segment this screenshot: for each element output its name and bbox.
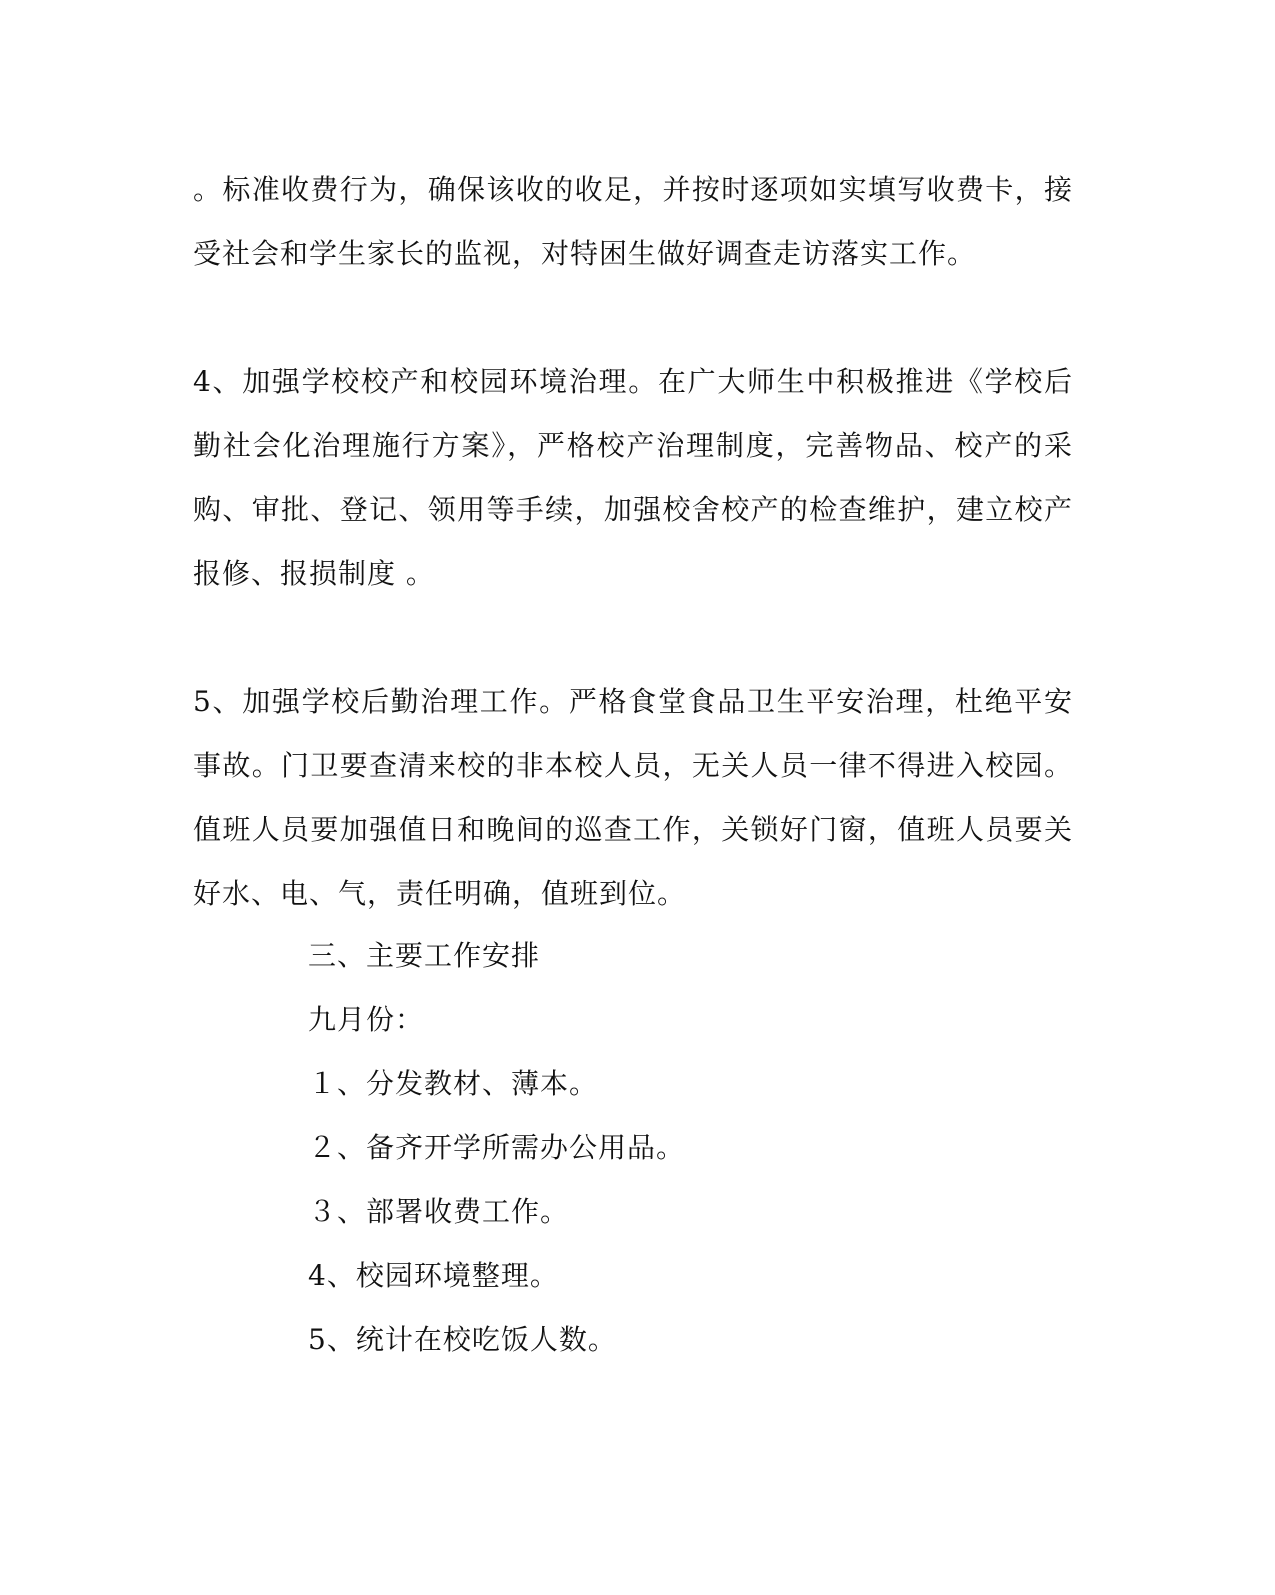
list-item: 4、校园环境整理。 [308,1259,559,1292]
list-item: ３、部署收费工作。 [308,1195,570,1228]
list-item: ２、备齐开学所需办公用品。 [308,1131,686,1164]
paragraph-item-5-logistics-management: 5、加强学校后勤治理工作。严格食堂食品卫生平安治理，杜绝平安事故。门卫要查清来校的非本校人员，无关人员一律不得进入校园。值班人员要加强值日和晚间的巡查工作，关锁好门窗，值班人员要关好水、电、气，责任明确，值班到位。 [193,685,1073,910]
paragraph-item-4-property-management: 4、加强学校校产和校园环境治理。在广大师生中积极推进《学校后勤社会化治理施行方案》，严格校产治理制度，完善物品、校产的采购、审批、登记、领用等手续，加强校舍校产的检查维护，建立校产报修、报损制度 。 [193,365,1073,590]
month-heading: 九月份： [308,1003,425,1036]
list-item: 5、统计在校吃饭人数。 [308,1323,617,1356]
list-item: １、分发教材、薄本。 [308,1067,599,1100]
section-heading: 三、主要工作安排 [308,939,541,972]
paragraph-fee-management: 。标准收费行为，确保该收的收足，并按时逐项如实填写收费卡，接受社会和学生家长的监视，对特困生做好调查走访落实工作。 [193,173,1073,270]
